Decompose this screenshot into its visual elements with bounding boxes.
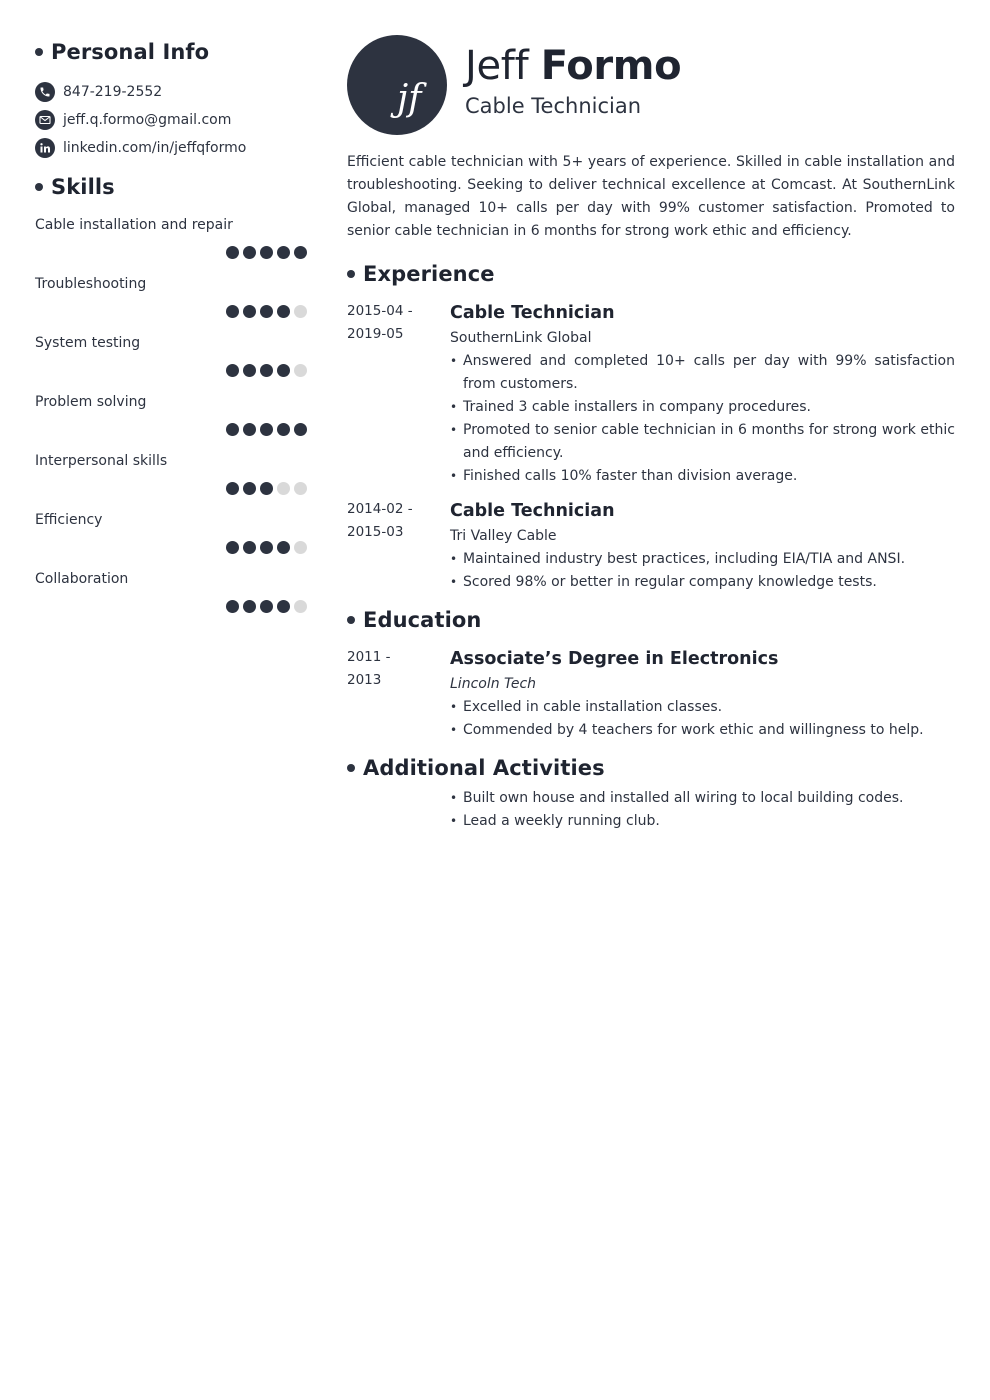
skill-rating xyxy=(222,482,307,495)
activities-section xyxy=(347,752,955,833)
skill-item xyxy=(35,387,307,446)
entry-dates xyxy=(347,300,450,488)
skill-item xyxy=(35,269,307,328)
contact-email xyxy=(35,106,307,134)
activities-heading xyxy=(347,752,955,784)
bullet-item: • Answered and completed 10+ calls per day with 99% satisfaction from customers. xyxy=(450,350,955,396)
entry-body xyxy=(450,646,955,742)
bullet-item: • Commended by 4 teachers for work ethic and willingness to help. xyxy=(450,719,955,742)
bullet-item: • Built own house and installed all wiring to local building codes. xyxy=(450,787,955,810)
entry-title: Cable Technician xyxy=(450,303,615,323)
experience-heading xyxy=(347,258,955,290)
phone-icon xyxy=(35,82,55,102)
entry-organization: SouthernLink Global xyxy=(450,330,592,346)
skill-name: Cable installation and repair xyxy=(35,217,233,233)
rating-dot-empty xyxy=(294,364,307,377)
main-content xyxy=(347,35,955,833)
skill-name: Interpersonal skills xyxy=(35,453,168,469)
rating-dot-filled xyxy=(260,423,273,436)
bullet-item: • Maintained industry best practices, including EIA/TIA and ANSI. xyxy=(450,548,955,571)
linkedin-text[interactable]: linkedin.com/in/jeffqformo xyxy=(63,140,247,156)
skills-list xyxy=(35,210,307,623)
entry-body xyxy=(450,300,955,488)
bullet-item: • Promoted to senior cable technician in 6 months for strong work ethic and efficiency. xyxy=(450,419,955,465)
rating-dot-filled xyxy=(260,541,273,554)
monogram-avatar xyxy=(347,35,447,135)
name-block xyxy=(465,35,681,120)
rating-dot-empty xyxy=(277,482,290,495)
experience-entry xyxy=(347,300,955,488)
rating-dot-filled xyxy=(277,305,290,318)
email-text[interactable]: jeff.q.formo@gmail.com xyxy=(63,112,232,128)
skill-item xyxy=(35,505,307,564)
experience-section xyxy=(347,258,955,594)
section-bullet xyxy=(347,270,355,278)
rating-dot-filled xyxy=(226,541,239,554)
skill-item xyxy=(35,210,307,269)
first-name: Jeff xyxy=(465,43,529,89)
skill-name: Collaboration xyxy=(35,571,129,587)
bullet-item: • Trained 3 cable installers in company procedures. xyxy=(450,396,955,419)
last-name: Formo xyxy=(540,43,682,89)
activities-list xyxy=(450,787,955,833)
skill-rating xyxy=(222,364,307,377)
phone-text[interactable]: 847-219-2552 xyxy=(63,84,163,100)
education-entry xyxy=(347,646,955,742)
rating-dot-filled xyxy=(260,246,273,259)
bullet-item: • Finished calls 10% faster than division average. xyxy=(450,465,955,488)
summary-text: Efficient cable technician with 5+ years of experience. Skilled in cable installation and troubleshooting. Seeking to deliver technical excellence at Comcast. At SouthernLink Global, managed 10+ calls per day with 99% customer satisfaction. Promoted to senior cable technician in 6 months for strong work ethic and efficiency. xyxy=(347,154,955,239)
entry-organization: Tri Valley Cable xyxy=(450,528,557,544)
rating-dot-empty xyxy=(294,541,307,554)
date-end: 2013 xyxy=(347,672,382,688)
skills-heading xyxy=(35,172,307,202)
rating-dot-filled xyxy=(243,482,256,495)
rating-dot-filled xyxy=(277,423,290,436)
section-bullet xyxy=(347,764,355,772)
date-start: 2015-04 - xyxy=(347,303,413,319)
section-bullet xyxy=(347,616,355,624)
rating-dot-filled xyxy=(294,246,307,259)
rating-dot-filled xyxy=(277,541,290,554)
skill-name: System testing xyxy=(35,335,141,351)
entry-organization: Lincoln Tech xyxy=(450,676,537,692)
bullet-item: • Lead a weekly running club. xyxy=(450,810,955,833)
bullet-item: • Excelled in cable installation classes. xyxy=(450,696,955,719)
rating-dot-filled xyxy=(226,423,239,436)
contact-list xyxy=(35,78,307,162)
section-bullet xyxy=(35,48,43,56)
rating-dot-filled xyxy=(243,305,256,318)
skill-rating xyxy=(222,600,307,613)
rating-dot-filled xyxy=(226,364,239,377)
date-start: 2011 - xyxy=(347,649,391,665)
linkedin-icon xyxy=(35,138,55,158)
skill-rating xyxy=(222,305,307,318)
rating-dot-filled xyxy=(277,246,290,259)
full-name xyxy=(465,41,681,91)
bullet-item: • Scored 98% or better in regular company knowledge tests. xyxy=(450,571,955,594)
rating-dot-empty xyxy=(294,482,307,495)
experience-list xyxy=(347,300,955,594)
experience-entry xyxy=(347,498,955,594)
skill-item xyxy=(35,328,307,387)
entry-title: Associate’s Degree in Electronics xyxy=(450,649,779,669)
entry-dates xyxy=(347,498,450,594)
rating-dot-filled xyxy=(226,482,239,495)
rating-dot-empty xyxy=(294,305,307,318)
skill-item xyxy=(35,564,307,623)
section-bullet xyxy=(35,183,43,191)
rating-dot-filled xyxy=(243,600,256,613)
education-heading xyxy=(347,604,955,636)
skill-name: Troubleshooting xyxy=(35,276,147,292)
entry-bullets xyxy=(450,696,955,742)
rating-dot-filled xyxy=(294,423,307,436)
rating-dot-filled xyxy=(260,482,273,495)
rating-dot-filled xyxy=(277,600,290,613)
rating-dot-filled xyxy=(226,246,239,259)
date-start: 2014-02 - xyxy=(347,501,413,517)
skill-item xyxy=(35,446,307,505)
sidebar xyxy=(35,37,307,623)
resume-header xyxy=(347,35,955,135)
skill-rating xyxy=(222,423,307,436)
rating-dot-filled xyxy=(260,600,273,613)
skill-rating xyxy=(222,541,307,554)
monogram-text: jf xyxy=(397,78,422,119)
education-title: Education xyxy=(363,608,482,632)
education-list xyxy=(347,646,955,742)
contact-linkedin xyxy=(35,134,307,162)
rating-dot-empty xyxy=(294,600,307,613)
personal-info-heading xyxy=(35,37,307,67)
personal-info-title: Personal Info xyxy=(51,40,210,64)
skill-name: Efficiency xyxy=(35,512,103,528)
rating-dot-filled xyxy=(243,364,256,377)
email-icon xyxy=(35,110,55,130)
contact-phone xyxy=(35,78,307,106)
rating-dot-filled xyxy=(243,423,256,436)
skills-title: Skills xyxy=(51,175,115,199)
entry-body xyxy=(450,498,955,594)
skill-rating xyxy=(222,246,307,259)
entry-dates xyxy=(347,646,450,742)
education-section xyxy=(347,604,955,742)
rating-dot-filled xyxy=(226,600,239,613)
skill-name: Problem solving xyxy=(35,394,147,410)
entry-bullets xyxy=(450,350,955,488)
job-role: Cable Technician xyxy=(465,94,642,118)
rating-dot-filled xyxy=(243,246,256,259)
rating-dot-filled xyxy=(260,364,273,377)
date-end: 2019-05 xyxy=(347,326,404,342)
activities-title: Additional Activities xyxy=(363,756,605,780)
experience-title: Experience xyxy=(363,262,495,286)
rating-dot-filled xyxy=(277,364,290,377)
rating-dot-filled xyxy=(226,305,239,318)
entry-title: Cable Technician xyxy=(450,501,615,521)
rating-dot-filled xyxy=(260,305,273,318)
date-end: 2015-03 xyxy=(347,524,404,540)
rating-dot-filled xyxy=(243,541,256,554)
entry-bullets xyxy=(450,548,955,594)
